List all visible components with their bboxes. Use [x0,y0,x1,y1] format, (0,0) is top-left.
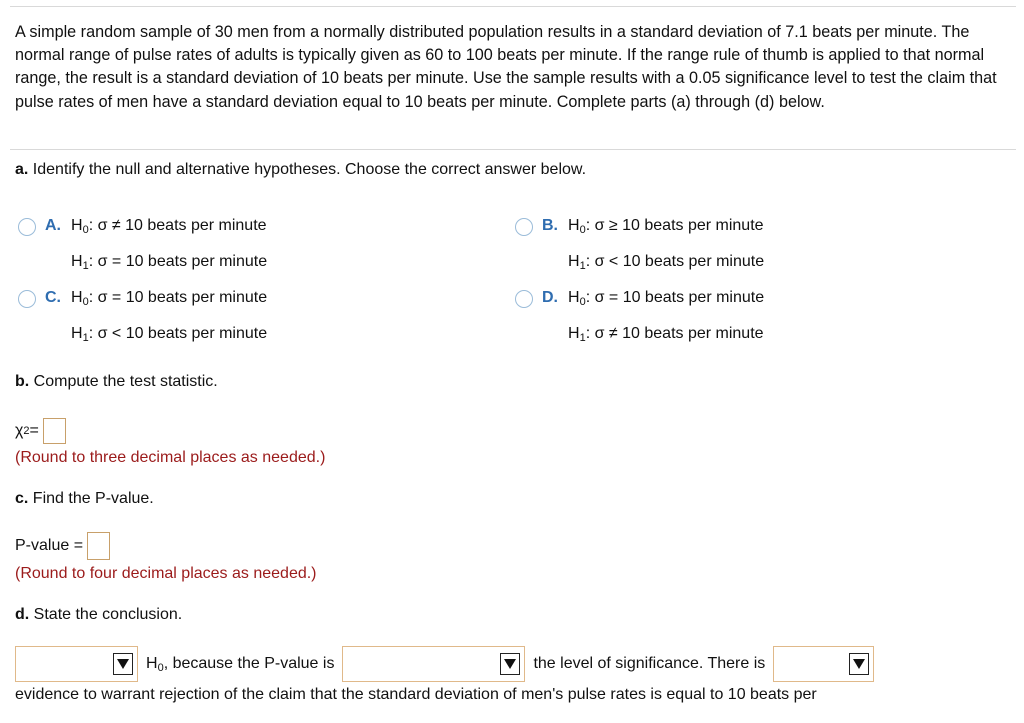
chi-square-row [15,417,66,445]
section-divider [10,149,1016,150]
part-d-label: d. [15,606,30,623]
problem-statement: A simple random sample of 30 men from a normally distributed population results in a standard deviation of 7.1 beats per minute. The normal range of pulse rates of adults is typically given as 60 to 100 beats per minute. If the range rule of thumb is applied to that normal range, the result is a standard deviation of 10 beats per minute. Use the sample results with a 0.05 significance level to test the claim that pulse rates of men have a standard deviation equal to 10 beats per minute. Complete parts (a) through (d) below. [15,23,997,111]
part-a-prompt [15,159,586,181]
option-c-h1: $H_1$: σ < 10 beats per minute [71,325,268,344]
option-a-letter: A. [45,217,61,234]
option-c-letter: C. [45,289,61,306]
reject-decision-dropdown[interactable] [15,646,138,682]
option-b-h0: $H_0$: σ ≥ 10 beats per minute [568,217,764,236]
option-b-radio[interactable] [515,218,533,236]
pvalue-label: P-value = [15,537,84,554]
option-c-h0: $H_0$: σ = 10 beats per minute [71,289,268,308]
evidence-dropdown[interactable] [773,646,874,682]
option-a-h0: $H_0$: σ ≠ 10 beats per minute [71,217,267,236]
option-d-h0: $H_0$: σ = 10 beats per minute [568,289,765,308]
comparison-dropdown[interactable] [342,646,525,682]
part-c-text: Find the P-value. [32,490,154,507]
pvalue-input[interactable] [87,532,110,560]
test-statistic-input[interactable] [43,418,66,444]
conclusion-text-1: $H_0$, because the P-value is [146,654,335,674]
part-c-prompt [15,488,154,510]
conclusion-last-line: evidence to warrant rejection of the claim that the standard deviation of men's pulse rates is equal to 10 beats per [15,686,817,703]
part-b-text: Compute the test statistic. [33,373,218,390]
option-a-h1: $H_1$: σ = 10 beats per minute [71,253,268,272]
option-b-letter: B. [542,217,558,234]
pvalue-row [15,531,110,561]
top-divider [10,6,1016,7]
part-c-hint: (Round to four decimal places as needed.) [15,565,317,582]
chi-symbol: χ [15,422,24,439]
dropdown-arrow-icon[interactable] [113,653,133,675]
conclusion-text-2: the level of significance. There is [533,655,766,672]
part-d-prompt [15,604,182,626]
option-c[interactable] [18,282,267,354]
part-a-text: Identify the null and alternative hypotheses. Choose the correct answer below. [32,161,587,178]
chi-superscript: 2 [23,425,30,437]
option-c-hypotheses [71,282,267,354]
part-b-label: b. [15,373,30,390]
option-d[interactable] [515,282,764,354]
dropdown-arrow-icon[interactable] [500,653,520,675]
option-a-hypotheses [71,210,267,282]
chi-equals: = [29,422,39,439]
part-b-prompt [15,371,218,393]
option-b[interactable] [515,210,764,282]
option-d-hypotheses [568,282,764,354]
conclusion-row [15,646,874,682]
option-b-hypotheses [568,210,764,282]
option-c-radio[interactable] [18,290,36,308]
part-d-text: State the conclusion. [33,606,183,623]
option-a-radio[interactable] [18,218,36,236]
dropdown-arrow-icon[interactable] [849,653,869,675]
part-b-hint: (Round to three decimal places as needed.) [15,449,326,466]
part-a-label: a. [15,161,29,178]
option-a[interactable] [18,210,267,282]
part-c-label: c. [15,490,29,507]
option-d-h1: $H_1$: σ ≠ 10 beats per minute [568,325,764,344]
option-d-radio[interactable] [515,290,533,308]
option-d-letter: D. [542,289,558,306]
option-b-h1: $H_1$: σ < 10 beats per minute [568,253,765,272]
